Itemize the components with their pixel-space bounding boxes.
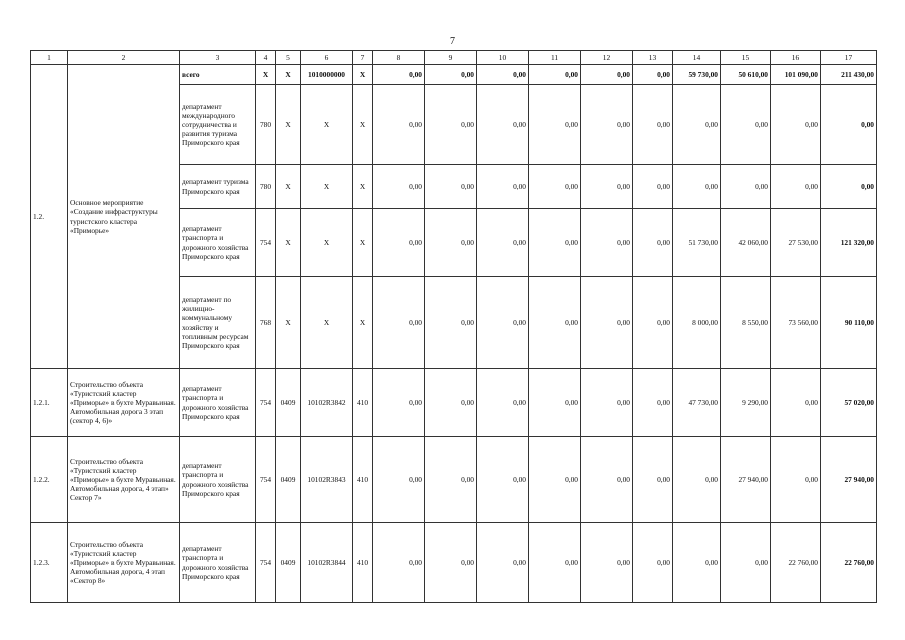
- amount-cell: 0,00: [721, 523, 771, 603]
- code-cell: 0409: [276, 437, 301, 523]
- amount-cell: 50 610,00: [721, 65, 771, 85]
- code-cell: Х: [276, 209, 301, 277]
- column-number-cell: 15: [721, 51, 771, 65]
- amount-cell: 27 530,00: [771, 209, 821, 277]
- amount-cell: 0,00: [581, 65, 633, 85]
- column-number-cell: 4: [256, 51, 276, 65]
- column-number-cell: 11: [529, 51, 581, 65]
- amount-cell: 47 730,00: [673, 369, 721, 437]
- amount-cell: 0,00: [425, 209, 477, 277]
- amount-cell: 0,00: [373, 437, 425, 523]
- amount-cell: 73 560,00: [771, 277, 821, 369]
- code-cell: 10102R3844: [301, 523, 353, 603]
- column-number-cell: 13: [633, 51, 673, 65]
- amount-cell: 0,00: [581, 277, 633, 369]
- amount-cell: 0,00: [425, 523, 477, 603]
- amount-cell: 22 760,00: [771, 523, 821, 603]
- amount-cell: 0,00: [373, 209, 425, 277]
- code-cell: 10102R3842: [301, 369, 353, 437]
- row-number-cell: 1.2.3.: [31, 523, 68, 603]
- amount-cell: 0,00: [581, 165, 633, 209]
- total-cell: 211 430,00: [821, 65, 877, 85]
- code-cell: Х: [353, 165, 373, 209]
- amount-cell: 0,00: [477, 209, 529, 277]
- table-row: [31, 369, 877, 437]
- amount-cell: 0,00: [425, 165, 477, 209]
- code-cell: 780: [256, 165, 276, 209]
- amount-cell: 0,00: [477, 523, 529, 603]
- column-number-cell: 17: [821, 51, 877, 65]
- amount-cell: 101 090,00: [771, 65, 821, 85]
- amount-cell: 0,00: [673, 523, 721, 603]
- executor-cell: департамент транспорта и дорожного хозяйства Приморского края: [180, 369, 256, 437]
- budget-table: [30, 50, 877, 603]
- row-name-cell: Строительство объекта «Туристский кластер «Приморье» в бухте Муравьиная. Автомобильная дорога 3 этап (сектор 4, 6)»: [68, 369, 180, 437]
- amount-cell: 0,00: [529, 523, 581, 603]
- amount-cell: 0,00: [673, 437, 721, 523]
- code-cell: Х: [353, 209, 373, 277]
- amount-cell: 0,00: [529, 65, 581, 85]
- column-number-cell: 3: [180, 51, 256, 65]
- row-number-cell: 1.2.: [31, 65, 68, 369]
- amount-cell: 0,00: [529, 437, 581, 523]
- amount-cell: 0,00: [425, 277, 477, 369]
- amount-cell: 0,00: [529, 369, 581, 437]
- amount-cell: 9 290,00: [721, 369, 771, 437]
- amount-cell: 0,00: [425, 369, 477, 437]
- code-cell: Х: [256, 65, 276, 85]
- amount-cell: 42 060,00: [721, 209, 771, 277]
- total-cell: 22 760,00: [821, 523, 877, 603]
- amount-cell: 0,00: [633, 523, 673, 603]
- amount-cell: 0,00: [425, 65, 477, 85]
- code-cell: 754: [256, 369, 276, 437]
- amount-cell: 51 730,00: [673, 209, 721, 277]
- code-cell: Х: [276, 277, 301, 369]
- amount-cell: 0,00: [373, 65, 425, 85]
- column-number-cell: 8: [373, 51, 425, 65]
- code-cell: Х: [353, 85, 373, 165]
- code-cell: 0409: [276, 369, 301, 437]
- executor-cell: департамент транспорта и дорожного хозяйства Приморского края: [180, 209, 256, 277]
- amount-cell: 0,00: [477, 437, 529, 523]
- column-number-cell: 5: [276, 51, 301, 65]
- amount-cell: 0,00: [373, 165, 425, 209]
- amount-cell: 0,00: [721, 85, 771, 165]
- code-cell: 410: [353, 523, 373, 603]
- column-number-cell: 14: [673, 51, 721, 65]
- amount-cell: 0,00: [633, 369, 673, 437]
- code-cell: Х: [276, 165, 301, 209]
- amount-cell: 0,00: [771, 369, 821, 437]
- total-cell: 27 940,00: [821, 437, 877, 523]
- code-cell: 410: [353, 437, 373, 523]
- amount-cell: 0,00: [425, 85, 477, 165]
- executor-cell: всего: [180, 65, 256, 85]
- amount-cell: 0,00: [477, 277, 529, 369]
- amount-cell: 0,00: [373, 523, 425, 603]
- amount-cell: 27 940,00: [721, 437, 771, 523]
- amount-cell: 0,00: [581, 437, 633, 523]
- amount-cell: 0,00: [633, 65, 673, 85]
- column-number-cell: 12: [581, 51, 633, 65]
- executor-cell: департамент транспорта и дорожного хозяйства Приморского края: [180, 437, 256, 523]
- total-cell: 121 320,00: [821, 209, 877, 277]
- amount-cell: 0,00: [771, 85, 821, 165]
- code-cell: 780: [256, 85, 276, 165]
- code-cell: Х: [301, 209, 353, 277]
- executor-cell: департамент транспорта и дорожного хозяйства Приморского края: [180, 523, 256, 603]
- amount-cell: 0,00: [633, 437, 673, 523]
- page-number: 7: [450, 36, 455, 47]
- amount-cell: 0,00: [477, 85, 529, 165]
- executor-cell: департамент международного сотрудничества и развития туризма Приморского края: [180, 85, 256, 165]
- table-row: [31, 437, 877, 523]
- code-cell: Х: [301, 277, 353, 369]
- amount-cell: 0,00: [771, 437, 821, 523]
- amount-cell: 0,00: [477, 65, 529, 85]
- code-cell: 1010000000: [301, 65, 353, 85]
- code-cell: Х: [353, 277, 373, 369]
- code-cell: Х: [301, 85, 353, 165]
- amount-cell: 0,00: [581, 209, 633, 277]
- code-cell: 410: [353, 369, 373, 437]
- amount-cell: 59 730,00: [673, 65, 721, 85]
- amount-cell: 0,00: [633, 165, 673, 209]
- table-row: [31, 523, 877, 603]
- code-cell: 768: [256, 277, 276, 369]
- code-cell: 0409: [276, 523, 301, 603]
- code-cell: Х: [353, 65, 373, 85]
- amount-cell: 0,00: [529, 85, 581, 165]
- amount-cell: 0,00: [581, 369, 633, 437]
- amount-cell: 0,00: [529, 165, 581, 209]
- total-cell: 57 020,00: [821, 369, 877, 437]
- amount-cell: 8 000,00: [673, 277, 721, 369]
- row-name-cell: Строительство объекта «Туристский кластер «Приморье» в бухте Муравьиная. Автомобильная дорога, 4 этап» Сектор 7»: [68, 437, 180, 523]
- column-number-cell: 9: [425, 51, 477, 65]
- code-cell: Х: [276, 85, 301, 165]
- code-cell: 10102R3843: [301, 437, 353, 523]
- amount-cell: 0,00: [673, 85, 721, 165]
- amount-cell: 0,00: [771, 165, 821, 209]
- total-cell: 0,00: [821, 165, 877, 209]
- column-number-cell: 1: [31, 51, 68, 65]
- amount-cell: 0,00: [425, 437, 477, 523]
- table-row: [31, 65, 877, 85]
- amount-cell: 0,00: [721, 165, 771, 209]
- code-cell: 754: [256, 437, 276, 523]
- amount-cell: 0,00: [477, 165, 529, 209]
- row-name-cell: Основное мероприятие «Создание инфраструктуры туристского кластера «Приморье»: [68, 65, 180, 369]
- code-cell: Х: [301, 165, 353, 209]
- column-number-cell: 10: [477, 51, 529, 65]
- amount-cell: 0,00: [673, 165, 721, 209]
- amount-cell: 0,00: [633, 209, 673, 277]
- amount-cell: 0,00: [529, 277, 581, 369]
- table-header-row: [31, 51, 877, 65]
- column-number-cell: 2: [68, 51, 180, 65]
- amount-cell: 0,00: [633, 277, 673, 369]
- row-name-cell: Строительство объекта «Туристский кластер «Приморье» в бухте Муравьиная. Автомобильная дорога, 4 этап «Сектор 8»: [68, 523, 180, 603]
- code-cell: 754: [256, 209, 276, 277]
- amount-cell: 8 550,00: [721, 277, 771, 369]
- executor-cell: департамент по жилищно-коммунальному хозяйству и топливным ресурсам Приморского края: [180, 277, 256, 369]
- column-number-cell: 6: [301, 51, 353, 65]
- amount-cell: 0,00: [529, 209, 581, 277]
- executor-cell: департамент туризма Приморского края: [180, 165, 256, 209]
- amount-cell: 0,00: [373, 85, 425, 165]
- row-number-cell: 1.2.2.: [31, 437, 68, 523]
- amount-cell: 0,00: [581, 85, 633, 165]
- code-cell: 754: [256, 523, 276, 603]
- code-cell: Х: [276, 65, 301, 85]
- column-number-cell: 7: [353, 51, 373, 65]
- amount-cell: 0,00: [477, 369, 529, 437]
- amount-cell: 0,00: [373, 369, 425, 437]
- amount-cell: 0,00: [633, 85, 673, 165]
- column-number-cell: 16: [771, 51, 821, 65]
- amount-cell: 0,00: [581, 523, 633, 603]
- row-number-cell: 1.2.1.: [31, 369, 68, 437]
- total-cell: 0,00: [821, 85, 877, 165]
- amount-cell: 0,00: [373, 277, 425, 369]
- total-cell: 90 110,00: [821, 277, 877, 369]
